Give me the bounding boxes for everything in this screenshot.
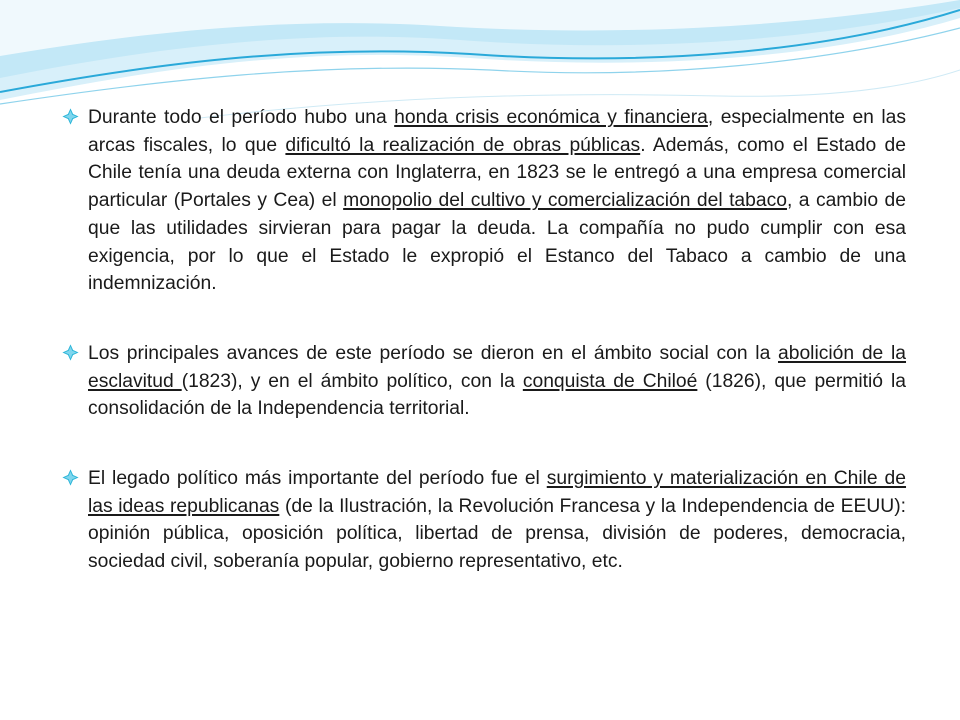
text-segment: (de la Ilustración, la Revolución Francesa y la Independencia de EEUU): opinión pública, oposición política, libertad de prensa, división de poderes, democracia, sociedad civil, soberanía popular, gobierno representativo, etc. xyxy=(88,495,906,573)
header-wave-decoration xyxy=(0,0,960,120)
underlined-keyphrase: abolición de la esclavitud xyxy=(88,342,907,392)
text-segment: , especialmente en las arcas fiscales, lo que xyxy=(88,107,906,156)
underlined-keyphrase: surgimiento y materialización en Chile de las ideas republicanas xyxy=(88,468,907,517)
text-segment: , a cambio de que las utilidades sirvieran para pagar la deuda. La compañía no pudo cumplir con esa exigencia, por lo que el Estado le expropió el Estanco del Tabaco a cambio de una indemnización. xyxy=(88,190,906,295)
underlined-keyphrase: monopolio del cultivo y comercialización del tabaco xyxy=(343,190,787,212)
text-segment: Durante todo el período hubo una xyxy=(88,107,395,128)
diamond-bullet-icon xyxy=(62,108,79,125)
bullet-item-1 xyxy=(62,104,906,298)
bullet-paragraph xyxy=(88,104,906,298)
underlined-keyphrase: dificultó la realización de obras públicas xyxy=(285,134,641,156)
underlined-keyphrase: honda crisis económica y financiera xyxy=(394,107,708,128)
diamond-bullet-icon xyxy=(62,469,79,486)
underlined-keyphrase: conquista de Chiloé xyxy=(522,370,698,392)
text-segment: (1826), que permitió la consolidación de la Independencia territorial. xyxy=(88,370,906,420)
bullet-paragraph xyxy=(88,340,906,423)
bullet-paragraph xyxy=(88,465,906,576)
text-segment: . Además, como el Estado de Chile tenía una deuda externa con Inglaterra, en 1823 se le entregó a una empresa comercial particular (Portales y Cea) el xyxy=(88,134,906,212)
slide-body xyxy=(62,104,906,618)
diamond-bullet-icon xyxy=(62,344,79,361)
bullet-item-2 xyxy=(62,340,906,423)
text-segment: El legado político más importante del período fue el xyxy=(88,468,547,490)
text-segment: (1823), y en el ámbito político, con la xyxy=(181,370,523,392)
text-segment: Los principales avances de este período se dieron en el ámbito social con la xyxy=(88,342,779,364)
bullet-item-3 xyxy=(62,465,906,576)
